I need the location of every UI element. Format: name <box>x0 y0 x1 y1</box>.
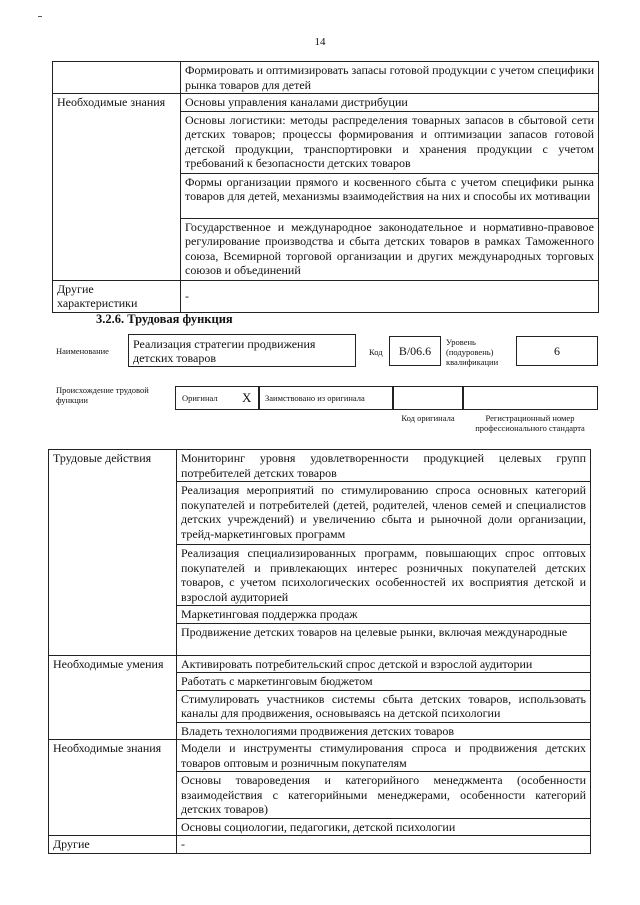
level-box: 6 <box>516 336 598 366</box>
table-cell: Государственное и международное законодательное и нормативно-правовое регулирование производства и сбыта детских товаров в рамках Таможенного союза, Всемирной торговой организации и других международных торговых союзов и объединений <box>181 218 599 280</box>
table-cell: Формы организации прямого и косвенного сбыта с учетом специфики рынка товаров для детей, механизмы взаимодействия на них и способы их мотивации <box>181 173 599 218</box>
table-row-label-other: Другие характеристики <box>53 280 181 312</box>
table-cell: Стимулировать участников системы сбыта детских товаров, использовать каналы для продвижения, основываясь на детской психологии <box>177 690 591 722</box>
borrowed-label: Заимствовано из оригинала <box>265 393 365 403</box>
table-row-label-other: Другие <box>49 836 177 854</box>
table-row-label <box>53 62 181 94</box>
table-cell: Работать с маркетинговым бюджетом <box>177 673 591 691</box>
table-cell: Основы логистики: методы распределения товарных запасов в сбытовой сети детских товаров; процессы формирования и оптимизации запасов готовой детской продукции, транспортировки и хранения продукции с учетом требований к безопасности детских товаров <box>181 111 599 173</box>
table-cell: - <box>181 280 599 312</box>
labor-function-table <box>48 449 591 854</box>
original-code-box <box>393 386 463 410</box>
code-caption: Код оригинала <box>401 413 455 423</box>
knowledge-table-top <box>52 61 599 313</box>
original-box <box>175 386 259 410</box>
table-row-label-skills: Необходимые умения <box>49 655 177 740</box>
function-name-box: Реализация стратегии продвижения детских товаров <box>128 334 356 367</box>
table-cell: Маркетинговая поддержка продаж <box>177 606 591 624</box>
reg-caption: Регистрационный номер профессионального стандарта <box>475 413 585 433</box>
page-number: 14 <box>314 36 326 48</box>
code-box: B/06.6 <box>389 336 441 366</box>
table-cell: Продвижение детских товаров на целевые рынки, включая международные <box>177 623 591 655</box>
table-cell: Основы социологии, педагогики, детской психологии <box>177 818 591 836</box>
original-label: Оригинал <box>182 393 218 403</box>
table-row-label-actions: Трудовые действия <box>49 450 177 656</box>
code-label: Код <box>369 347 383 357</box>
level-label: Уровень (подуровень) квалификации <box>446 337 499 367</box>
original-mark: X <box>242 390 252 405</box>
table-cell: Реализация мероприятий по стимулированию спроса основных категорий покупателей и потребителей (детей, родителей, членов семей и специалистов детских учреждений) и увеличению сбыта и рыночной доли организации, трейд-маркетинговых программ <box>177 482 591 545</box>
name-label: Наименование <box>56 346 109 356</box>
table-cell: Основы управления каналами дистрибуции <box>181 94 599 112</box>
table-cell: Активировать потребительский спрос детской и взрослой аудитории <box>177 655 591 673</box>
section-title: 3.2.6. Трудовая функция <box>96 312 233 326</box>
table-cell: Формировать и оптимизировать запасы готовой продукции с учетом специфики рынка товаров для детей <box>181 62 599 94</box>
table-row-label-knowledge: Необходимые знания <box>53 94 181 281</box>
origin-label: Происхождение трудовой функции <box>56 385 149 405</box>
table-cell: Реализация специализированных программ, повышающих спрос оптовых покупателей и привлекающих интерес розничных покупателей детских товаров, с учетом психологических особенностей их восприятия детской и взрослой аудиторией <box>177 545 591 606</box>
table-cell: Владеть технологиями продвижения детских товаров <box>177 722 591 740</box>
table-cell: Основы товароведения и категорийного менеджмента (особенности взаимодействия с категорийными менеджерами, особенности категорий детских товаров) <box>177 772 591 819</box>
table-row-label-knowledge: Необходимые знания <box>49 740 177 836</box>
table-cell: Мониторинг уровня удовлетворенности продукцией целевых групп потребителей детских товаров <box>177 450 591 482</box>
reg-number-box <box>463 386 598 410</box>
borrowed-box <box>259 386 393 410</box>
table-cell: - <box>177 836 591 854</box>
table-cell: Модели и инструменты стимулирования спроса и продвижения детских товаров оптовым и розничным покупателям <box>177 740 591 772</box>
scan-mark <box>38 16 42 17</box>
